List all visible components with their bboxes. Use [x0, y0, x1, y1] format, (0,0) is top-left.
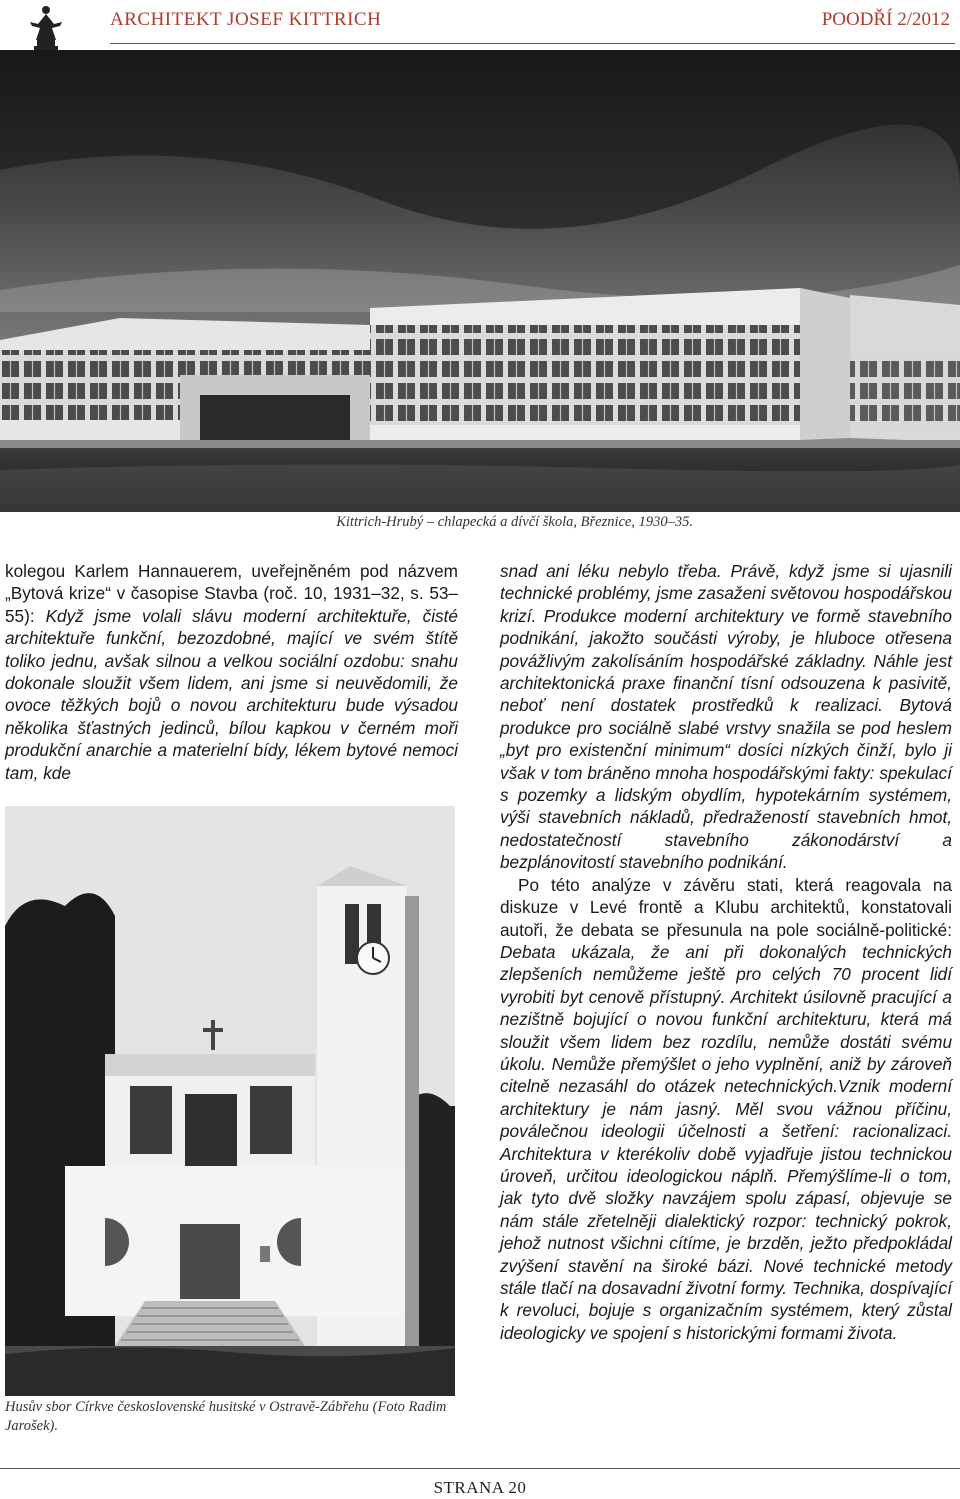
body-paragraph: [500, 874, 952, 1345]
page-header: [0, 0, 960, 48]
paragraph-intro-text: Po této analýze v závěru stati, která reagovala na diskuze v Levé frontě a Klubu architektů, konstatovali autoři, že debata se přesunula na pole sociálně-politické:: [500, 874, 952, 940]
figure-caption-school: Kittrich-Hrubý – chlapecká a dívčí škola, Březnice, 1930–35.: [336, 514, 693, 530]
quoted-text: Debata ukázala, že ani při dokonalých technických zlepšeních nemůžeme ještě pro celých 70 procent lidí vyrobiti byt cenově přístupný. Architekt úsilovně pracující a nezištně bojující o novou funkční architekturu, která má sloužit všem lidem bez rozdílu, nemůže dostáti svému úkolu. Nemůže přemýšlet o jeho vyplnění, aniž by zároveň citelně nezasáhl do otázek netechnických.Vznik moderní architektury je nám jasný. Měl svou vážnou příčinu, poválečnou ideologii účelnosti a šetření: racionalizaci. Architektura v kterékoliv době vyjadřuje jistou technickou úroveň, určitou ideologickou náplň. Přemýšlíme-li o tom, jak tyto dvě složky navzájem spolu zápasí, objevuje se nám stále zřetelněji dialektický rozpor: technický pokrok, jehož nutnost všichni cítíme, je brzděn, ježto předpokládal zvýšení stavění na široké bázi. Nové technické metody stále tlačí na dosavadní životní formy. Technika, dospívající k revoluci, bojuje s organizačním systémem, který zůstal ideologicky ve spojení s historickými formami života.: [500, 941, 952, 1343]
school-building-photo: [0, 50, 960, 512]
quoted-text: Když jsme volali slávu moderní architektuře, čisté architektuře funkční, bezozdobné, mající ve svém štítě toliko jednu, avšak silnou a velkou sociální ozdobu: snahu dokonale sloužit všem lidem, ani jsme si neuvědomili, že ovoce těžkých bojů o novou architekturu bude výsadou několika šťastných jedinců, bílou kapkou v černém moři produkční anarchie a materielní bídy, lékem bytové nemoci tam, kde: [5, 605, 458, 783]
body-paragraph: snad ani léku nebylo třeba. Právě, když jsme si ujasnili technické problémy, jsme zasaženi světovou hospodářskou krizí. Produkce moderní architektury ve formě stavebního podnikání, jakožto součásti výroby, je hluboce otřesena povážlivým zakolísáním hospodářské základny. Náhle jest architektonická praxe finanční tísní odsouzena k pasivitě, neboť není dostatek prostředků k realizaci. Bytová produkce pro sociálně slabé vrstvy snažila se pod heslem „byt pro existenční minimum“ dosíci nízkých činží, bylo ji však v tom bráněno mnoha hospodářskými fakty: spekulací s pozemky a lidským obydlím, hypotekárním systémem, výši stavebních nákladů, předražeností stavebních hmot, nedostatečností stavebního zákonodárství a bezplánovitostí stavebního podnikání.: [500, 561, 952, 873]
figure-caption-church: Husův sbor Církve československé husitské v Ostravě-Zábřehu (Foto Radim Jarošek).: [5, 1399, 447, 1434]
body-paragraph: [5, 560, 458, 784]
right-text-column: [500, 560, 952, 1344]
statue-figure-icon: [22, 4, 70, 56]
issue-label: POODŘÍ 2/2012: [821, 9, 950, 30]
church-tower-photo: [5, 806, 455, 1396]
header-divider: [110, 43, 955, 44]
footer-divider: [0, 1468, 960, 1469]
page-number: STRANA 20: [433, 1478, 527, 1497]
paragraph-intro-text: kolegou Karlem Hannauerem, uveřejněném pod názvem „Bytová krize“ v časopise Stavba (roč. 10, 1931–32, s. 53–55):: [5, 561, 458, 626]
left-text-column: [5, 560, 458, 784]
running-head-title: ARCHITEKT JOSEF KITTRICH: [110, 9, 382, 30]
